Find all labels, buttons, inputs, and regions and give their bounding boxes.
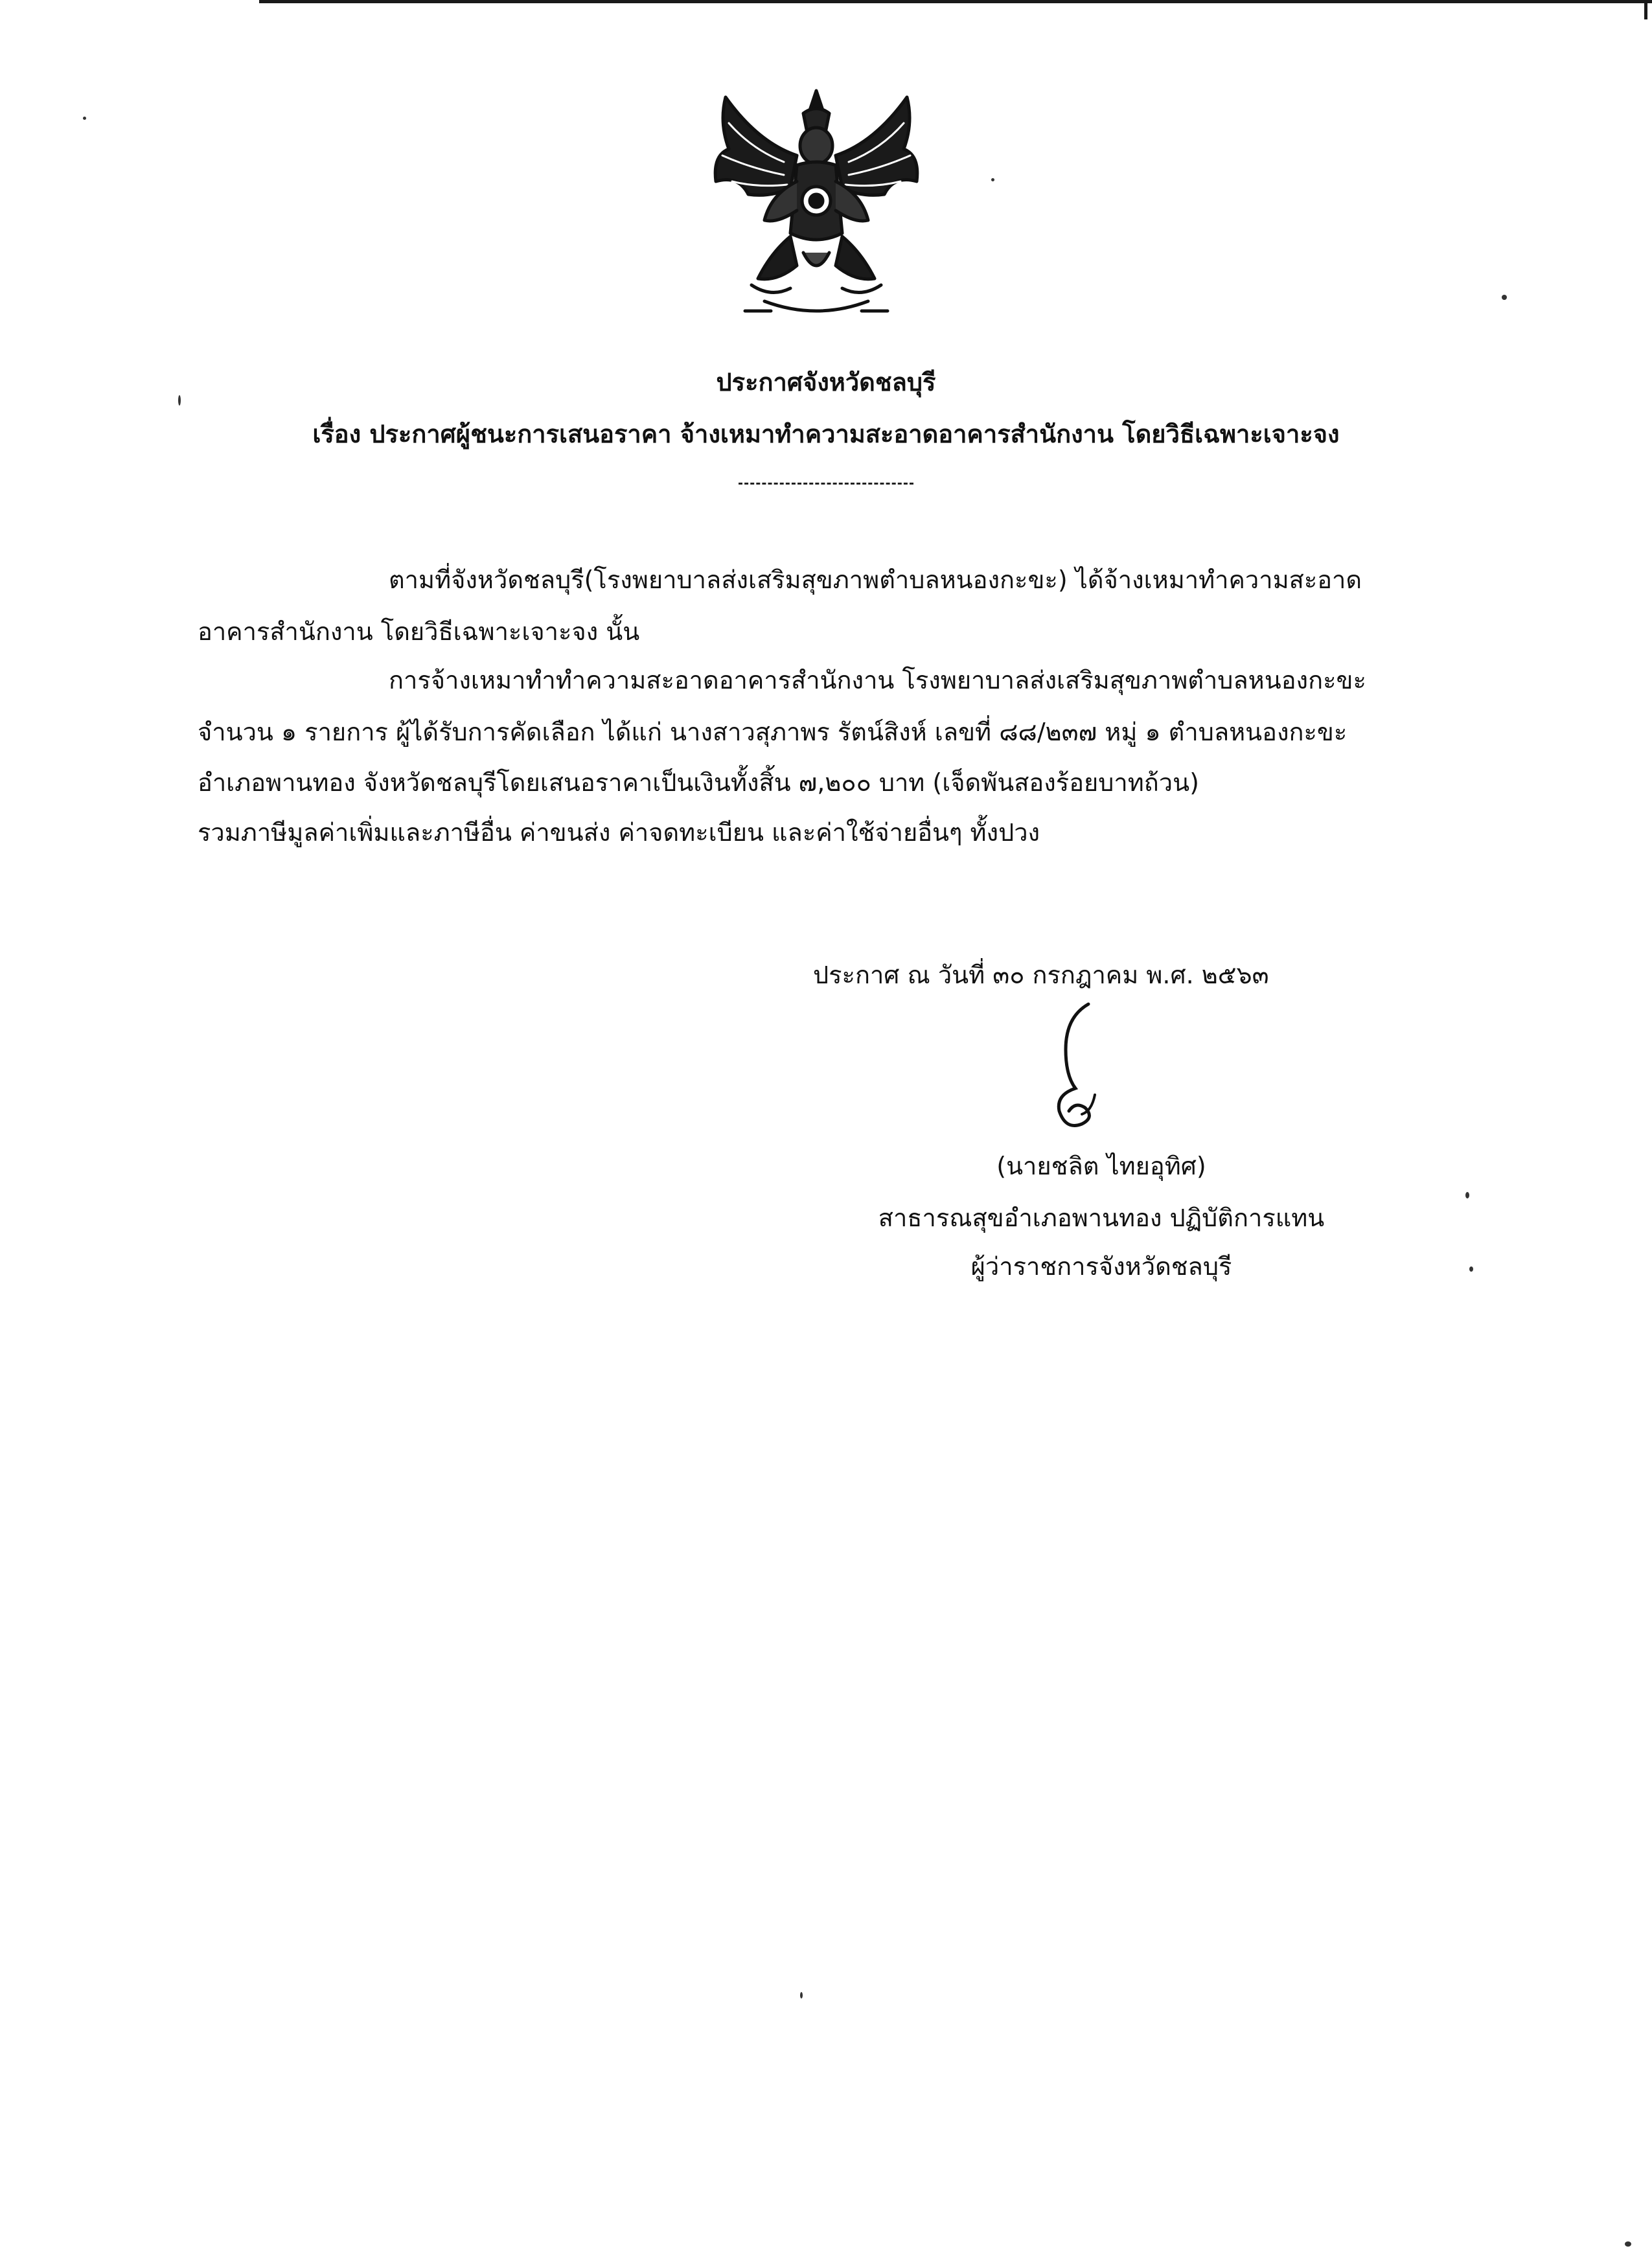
paragraph-2-line-3: อำเภอพานทอง จังหวัดชลบุรีโดยเสนอราคาเป็นเงินทั้งสิ้น ๗,๒๐๐ บาท (เจ็ดพันสองร้อยบาทถ้วน) <box>198 768 1199 797</box>
scan-speck <box>1502 295 1507 300</box>
scan-speck <box>178 395 181 406</box>
paragraph-2-line-2: จำนวน ๑ รายการ ผู้ได้รับการคัดเลือก ได้แก่ นางสาวสุภาพร รัตน์สิงห์ เลขที่ ๘๘/๒๓๗ หมู่ ๑ ตำบลหนองกะขะ <box>198 718 1348 746</box>
signer-position: สาธารณสุขอำเภอพานทอง ปฏิบัติการแทน <box>878 1204 1325 1232</box>
scan-edge-top <box>259 0 1652 3</box>
document-title: ประกาศจังหวัดชลบุรี <box>716 368 936 396</box>
scan-speck <box>1469 1266 1473 1272</box>
scan-speck <box>1625 2241 1631 2247</box>
paragraph-1-line-2: อาคารสำนักงาน โดยวิธีเฉพาะเจาะจง นั้น <box>198 617 640 646</box>
announcement-date: ประกาศ ณ วันที่ ๓๐ กรกฎาคม พ.ศ. ๒๕๖๓ <box>813 961 1269 989</box>
paragraph-2-line-1: การจ้างเหมาทำทำความสะอาดอาคารสำนักงาน โรงพยาบาลส่งเสริมสุขภาพตำบลหนองกะขะ <box>389 666 1366 694</box>
signer-name: (นายชลิต ไทยอุทิศ) <box>996 1152 1206 1180</box>
scan-speck <box>800 1992 803 1999</box>
document-subject: เรื่อง ประกาศผู้ชนะการเสนอราคา จ้างเหมาทำความสะอาดอาคารสำนักงาน โดยวิธีเฉพาะเจาะจง <box>312 420 1340 448</box>
signature-icon <box>1030 998 1121 1140</box>
paragraph-1-line-1: ตามที่จังหวัดชลบุรี(โรงพยาบาลส่งเสริมสุขภาพตำบลหนองกะขะ) ได้จ้างเหมาทำความสะอาด <box>389 566 1362 594</box>
title-divider <box>739 483 913 485</box>
paragraph-2-line-4: รวมภาษีมูลค่าเพิ่มและภาษีอื่น ค่าขนส่ง ค่าจดทะเบียน และค่าใช้จ่ายอื่นๆ ทั้งปวง <box>198 818 1040 847</box>
signer-role: ผู้ว่าราชการจังหวัดชลบุรี <box>970 1252 1232 1281</box>
scan-speck <box>991 178 994 181</box>
scan-speck <box>83 117 86 120</box>
scan-speck <box>1465 1192 1469 1198</box>
garuda-emblem-icon <box>700 84 933 330</box>
scan-edge-right <box>1644 0 1647 19</box>
